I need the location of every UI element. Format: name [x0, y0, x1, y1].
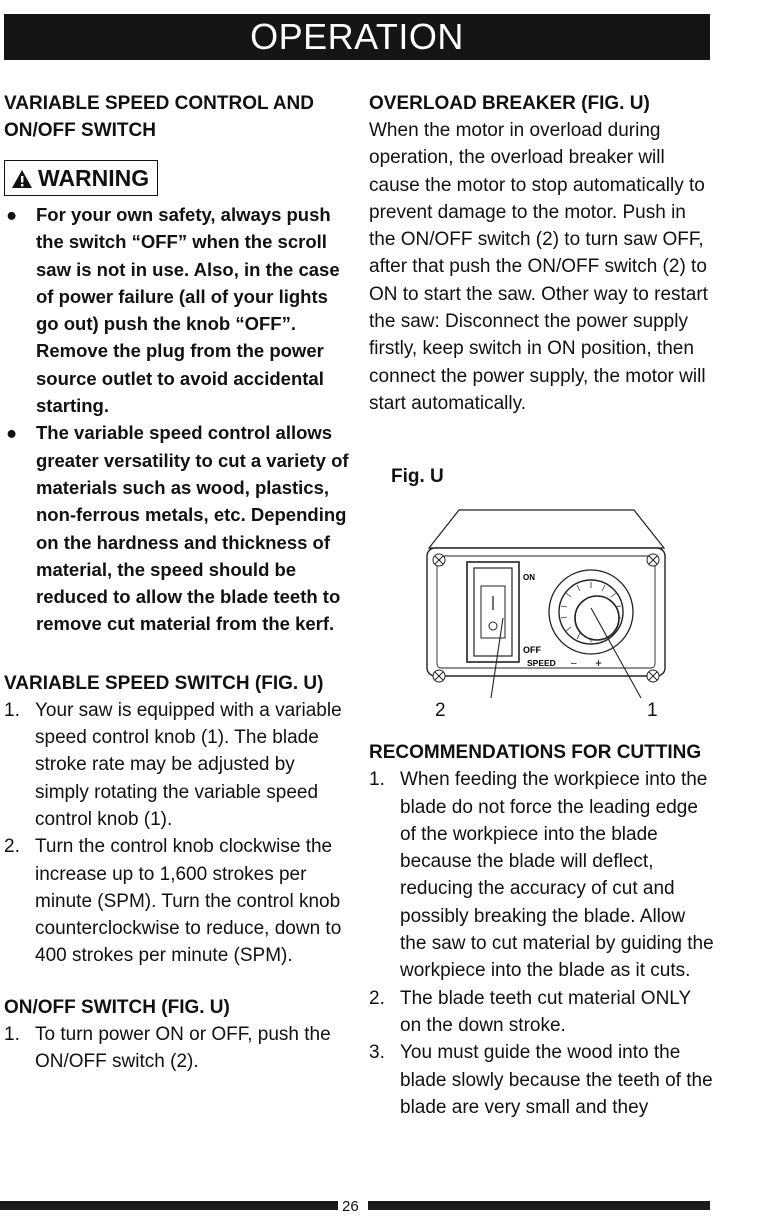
list-item: 1. Your saw is equipped with a variable speed control knob (1). The blade stroke rate may be adjusted by simply rotating the variable speed control knob (1). [4, 699, 342, 830]
warning-triangle-icon [11, 169, 33, 189]
warning-item-text: For your own safety, always push the switch “OFF” when the scroll saw is not in use. Also, in the case of power failure (all of your lights go out) push the knob “OFF”. Remove the plug from the power source outlet to avoid accidental starting. [36, 204, 340, 417]
item-text: You must guide the wood into the blade slowly because the teeth of the blade are very small and they [400, 1042, 713, 1118]
callout-1: 1 [647, 700, 658, 722]
list-item [4, 419, 349, 637]
plus-label: + [595, 656, 603, 671]
figure-label: Fig. U [391, 466, 444, 488]
section-title-variable-speed: VARIABLE SPEED SWITCH (FIG. U) [4, 672, 324, 694]
recommendations-list [369, 766, 714, 1121]
page-title: OPERATION [4, 14, 710, 60]
minus-label: – [571, 658, 577, 670]
variable-speed-list [4, 697, 349, 970]
item-text: Your saw is equipped with a variable speed control knob (1). The blade stroke rate may be adjusted by simply rotating the variable speed control knob (1). [35, 699, 342, 830]
item-text: To turn power ON or OFF, push the ON/OFF switch (2). [35, 1023, 331, 1073]
overload-text: When the motor in overload during operation, the overload breaker will cause the motor to stop automatically to prevent damage to the motor. Push in the ON/OFF switch (2) to turn saw OFF, after that push the ON/OFF switch (2) to ON to start the saw. Other way to restart the saw: Disconnect the power supply firstly, keep switch in ON position, then connect the power supply, the motor will start automatically. [369, 120, 708, 414]
list-item: 2. The blade teeth cut material ONLY on the down stroke. [369, 987, 691, 1036]
item-text: Turn the control knob clockwise the increase up to 1,600 strokes per minute (SPM). Turn the control knob counterclockwise to reduce, down to 400 strokes per minute (SPM). [35, 836, 342, 967]
item-text: When feeding the workpiece into the blade do not force the leading edge of the workpiece into the blade because the blade will deflect, reducing the accuracy of cut and possibly breaking the blade. Allow the saw to cut material by guiding the workpiece into the blade as it cuts. [400, 769, 714, 982]
onoff-list [4, 1021, 349, 1076]
list-item: 1. To turn power ON or OFF, push the ON/OFF switch (2). [4, 1023, 331, 1073]
footer-bar-right [368, 1201, 710, 1210]
left-column [4, 90, 349, 1075]
bullet-icon: ● [6, 422, 18, 444]
page-footer [0, 1198, 710, 1215]
list-item: 1. When feeding the workpiece into the blade do not force the leading edge of the workpiece into the blade because the blade will deflect, reducing the accuracy of cut and possibly breaking the blade. Allow the saw to cut material by guiding the workpiece into the blade as it cuts. [369, 769, 714, 982]
off-label: OFF [523, 645, 541, 656]
section-title-overload: OVERLOAD BREAKER (FIG. U) [369, 93, 650, 114]
page-number: 26 [342, 1198, 359, 1215]
warning-list [4, 201, 349, 638]
section-title-recommendations: RECOMMENDATIONS FOR CUTTING [369, 742, 702, 764]
warning-text: WARNING [38, 165, 150, 191]
list-item: 3. You must guide the wood into the blade slowly because the teeth of the blade are very small and they [369, 1042, 713, 1118]
footer-bar-left [0, 1201, 338, 1210]
callout-2: 2 [435, 700, 446, 722]
figure-u [369, 500, 714, 725]
on-label: ON [523, 573, 535, 583]
section-title-onoff-switch: ON/OFF SWITCH (FIG. U) [4, 996, 230, 1018]
warning-label [4, 160, 158, 196]
speed-label: SPEED [527, 658, 556, 669]
section-title-speed-control: VARIABLE SPEED CONTROL AND ON/OFF SWITCH [4, 93, 315, 141]
right-column [369, 90, 714, 1121]
switch-box-diagram [419, 500, 669, 700]
bullet-icon: ● [6, 204, 18, 225]
list-item [4, 201, 349, 419]
list-item: 2. Turn the control knob clockwise the increase up to 1,600 strokes per minute (SPM). Turn the control knob counterclockwise to reduce, down to 400 strokes per minute (SPM). [4, 836, 342, 967]
item-text: The blade teeth cut material ONLY on the down stroke. [400, 987, 691, 1036]
warning-item-text: The variable speed control allows greater versatility to cut a variety of materials such as wood, plastics, non-ferrous metals, etc. Depending on the hardness and thickness of material, the speed should be reduced to allow the blade teeth to remove cut material from the kerf. [36, 422, 349, 635]
